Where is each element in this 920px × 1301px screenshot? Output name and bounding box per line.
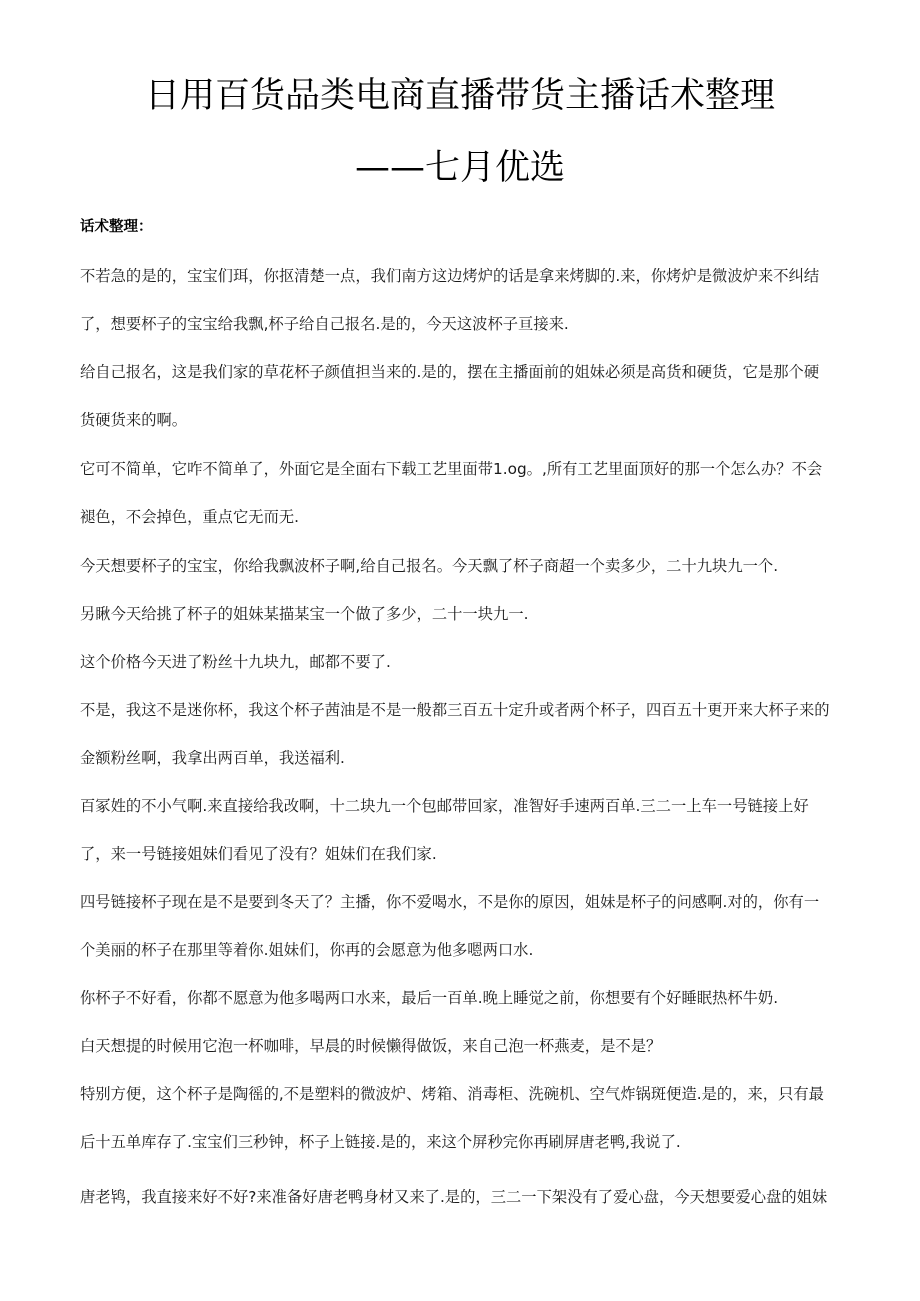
paragraph-line: 褪色，不会掉色，重点它无而无. [80,508,300,526]
document-subtitle: ——七月优选 [354,148,565,188]
paragraph-line: 不若急的是的，宝宝们珥，你抠清楚一点，我们南方这边烤炉的话是拿来烤脚的.来，你烤炉是微波炉来不纠结 [80,267,820,285]
paragraph-line: 百冢姓的不小气啊.来直接给我改啊，十二块九一个包邮带回家，准智好手速两百单.三二一上车一号链接上好 [80,797,809,815]
paragraph-line: 今天想要杯子的宝宝，你给我飘波杯子啊,给自己报名。今天飘了杯子商超一个卖多少，二十九块九一个. [80,557,779,575]
paragraph-line: 特别方便，这个杯子是陶徭的,不是塑料的微波炉、烤箱、消毒柜、洗碗机、空气炸锅斑便造.是的，来，只有最 [80,1085,824,1103]
paragraph-line: 金额粉丝啊，我拿出两百单，我送福利. [80,749,345,767]
paragraph-line: 货硬货来的啊。 [80,411,188,429]
paragraph-line: 四号链接杯子现在是不是要到冬天了？主播，你不爱喝水，不是你的原因，姐妹是杯子的问感啊.对的，你有一 [80,893,820,911]
paragraph-line: 白天想提的时候用它泡一杯咖啡，早晨的时候懒得做饭，来自己泡一杯燕麦，是不是？ [80,1037,662,1055]
section-heading: 话术整理： [80,219,153,235]
paragraph-line: 不是，我这不是迷你杯，我这个杯子茜油是不是一般都三百五十定升或者两个杯子，四百五十更开来大杯子来的 [80,701,830,719]
paragraph-line: 了，想要杯子的宝宝给我飘,杯子给自己报名.是的，今天这波杯子亘接来. [80,315,569,333]
paragraph-line: 另瞅今天给挑了杯子的姐妹某描某宝一个做了多少，二十一块九一. [80,605,529,623]
paragraph-line: 个美丽的杯子在那里等着你.姐妹们，你再的会愿意为他多嗯两口水. [80,941,534,959]
paragraph-line: 唐老鸨，我直接来好不好?来准备好唐老鸭身材又来了.是的，三二一下架没有了爱心盘，今天想要爱心盘的姐妹 [80,1188,828,1206]
paragraph-line: 给自己报名，这是我们家的草花杯子颜值担当来的.是的，摆在主播面前的姐妹必须是高货和硬货，它是那个硬 [80,363,820,381]
paragraph-line: 它可不简单，它咋不简单了，外面它是全面右下载工艺里面带1.og。,所有工艺里面顶好的那一个怎么办？不会 [80,460,823,478]
paragraph-line: 后十五单库存了.宝宝们三秒钟，杯子上链接.是的，来这个屏秒完你再刷屏唐老鸭,我说了. [80,1133,681,1151]
paragraph-line: 你杯子不好看，你都不愿意为他多喝两口水来，最后一百单.晚上睡觉之前，你想要有个好睡眠热杯牛奶. [80,989,779,1007]
paragraph-line: 这个价格今天进了粉丝十九块九，邮都不要了. [80,653,391,671]
paragraph-line: 了，来一号链接姐妹们看见了没有？姐妹们在我们家. [80,845,437,863]
document-title: 日用百货品类电商直播带货主播话术整理 [144,76,775,116]
